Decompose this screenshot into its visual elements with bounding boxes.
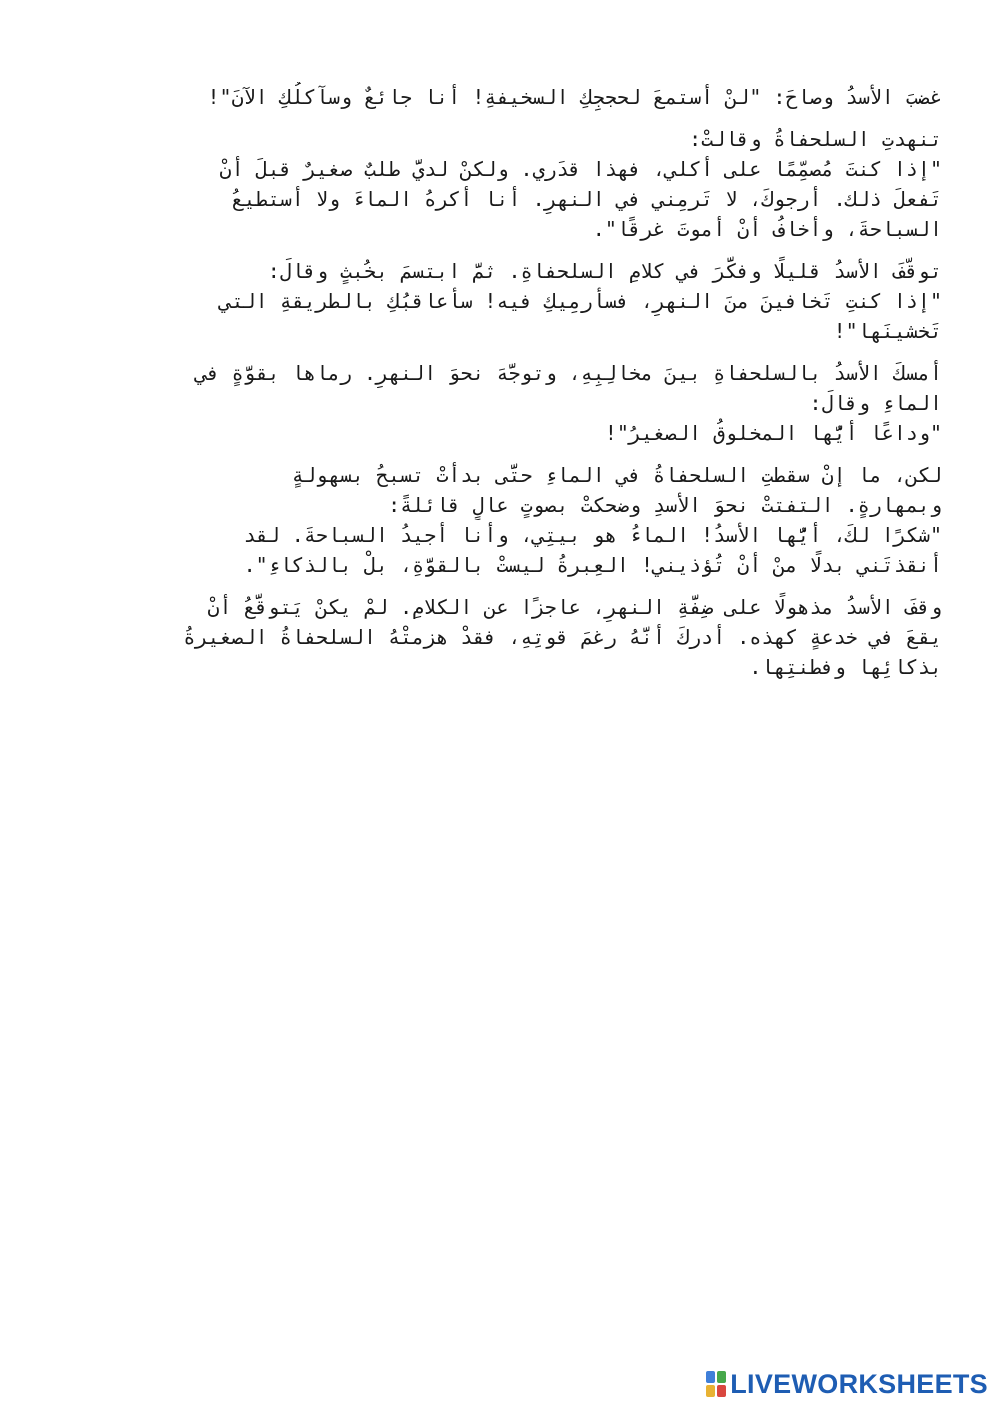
paragraph-line: يقعَ في خدعةٍ كهذه. أدركَ أنَّهُ رغمَ قوتِهِ، فقدْ هزمتْهُ السلحفاةُ الصغيرةُ	[183, 625, 942, 649]
paragraph-2	[62, 124, 942, 244]
brand-text: LIVEWORKSHEETS	[730, 1368, 988, 1399]
paragraph-5	[62, 460, 942, 580]
liveworksheets-logo-icon	[706, 1371, 726, 1397]
paragraph-4	[62, 358, 942, 448]
paragraph-line: بذكائِها وفطنتِها.	[749, 655, 942, 679]
paragraph-line: غضبَ الأسدُ وصاحَ: "لنْ أستمعَ لحججِكِ السخيفةِ! أنا جائعٌ وسآكلُكِ الآنَ"!	[207, 85, 942, 109]
paragraph-line: "شكرًا لكَ، أيُّها الأسدُ! الماءُ هو بيتِي، وأنا أُجيدُ السباحةَ. لقد	[243, 523, 942, 547]
story-text	[62, 82, 942, 694]
paragraph-line: أمسكَ الأسدُ بالسلحفاةِ بينَ مخالِبِهِ، وتوجَّهَ نحوَ النهرِ. رماها بقوَّةٍ في	[195, 361, 942, 385]
paragraph-6	[62, 592, 942, 682]
paragraph-1	[62, 82, 942, 112]
paragraph-3	[62, 256, 942, 346]
paragraph-line: تنهدتِ السلحفاةُ وقالتْ:	[689, 127, 942, 151]
paragraph-line: تَفعلَ ذلك. أرجوكَ، لا تَرمِني في النهرِ. أنا أكرهُ الماءَ ولا أستطيعُ	[231, 187, 942, 211]
paragraph-line: السباحةَ، وأخافُ أنْ أموتَ غرقًا".	[592, 217, 942, 241]
liveworksheets-logo[interactable]	[706, 1364, 988, 1404]
paragraph-line: وبمهارةٍ. التفتتْ نحوَ الأسدِ وضحكتْ بصوتٍ عالٍ قائلةً:	[388, 493, 942, 517]
paragraph-line: توقّفَ الأسدُ قليلًا وفكَّرَ في كلامِ السلحفاةِ. ثمَّ ابتسمَ بخُبثٍ وقالَ:	[267, 259, 942, 283]
paragraph-line: الماءِ وقالَ:	[809, 391, 942, 415]
paragraph-line: "إذا كنتَ مُصمِّمًا على أكلي، فهذا قدَري. ولكنْ لديَّ طلبٌ صغيرٌ قبلَ أنْ	[219, 157, 942, 181]
paragraph-line: تَخشينَها"!	[833, 319, 942, 343]
paragraph-line: أنقذتَني بدلًا منْ أنْ تُؤذيني! العِبرةُ ليستْ بالقوَّةِ، بلْ بالذكاءِ".	[243, 553, 942, 577]
paragraph-line: لكن، ما إنْ سقطتِ السلحفاةُ في الماءِ حتَّى بدأتْ تسبحُ بسهولةٍ	[291, 463, 942, 487]
paragraph-line: "إذا كنتِ تَخافينَ منَ النهرِ، فسأرمِيكِ فيه! سأُعاقبُكِ بالطريقةِ التي	[219, 289, 942, 313]
paragraph-line: وقفَ الأسدُ مذهولًا على ضِفَّةِ النهرِ، عاجزًا عن الكلامِ. لمْ يكنْ يَتوقَّعُ أنْ	[207, 595, 942, 619]
paragraph-line: "وداعًا أيُّها المخلوقُ الصغيرُ"!	[604, 421, 942, 445]
